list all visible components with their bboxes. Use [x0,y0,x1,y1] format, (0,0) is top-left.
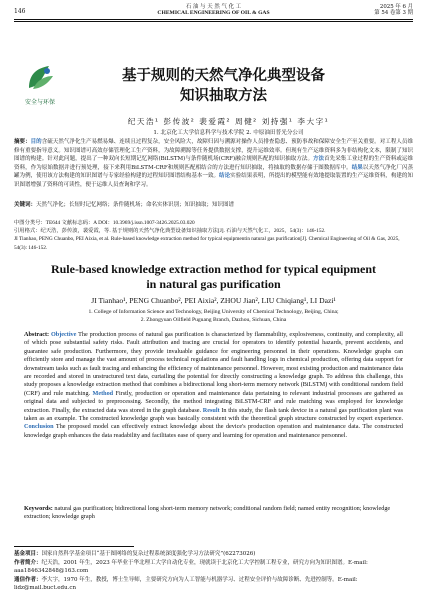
author-note [14,559,413,576]
issue-volume: 第 54 卷第 3 期 [374,10,413,16]
journal-name-cn: 石 油 与 天 然 气 化 工 [185,4,242,10]
abstract-cn [14,138,413,189]
author-text: 纪天浩，2001 年生，2023 年毕业于华北理工大学自动化专业，现就读于北京化工大学控制工程专业，研究方向为知识图谱。E-mail: aaa1846342848@163.com [14,559,368,575]
affiliation-cn: 1. 北京化工大学信息科学与技术学院 2. 中原油田普光分公司 [153,130,304,136]
corresponding-text: 李大字，1970 年生，教授，博士生导师，主要研究方向为人工智能与机器学习、过程安全评价与故障诊断、先进控制等。E-mail: lidz@mail.buct.edu.cn [14,576,358,592]
title-cn-line-2: 知识抽取方法 [180,88,267,104]
logo-caption: 安全与环保 [24,99,55,106]
header-rule-thick [14,19,413,20]
fund-text: 国家自然科学基金项目“基于图网络的复杂过程系统深度强化学习方法研究”(62273026) [41,551,256,557]
header-rule-thin [14,21,413,22]
result-text-en: In this study, the flash tank device in a natural gas purification plant was taken as an example. The constructed knowledge graph was basically consistent with the theoretical graph structure constructed by expert experience. [24,406,403,423]
objective-label-en: Objective [50,331,77,338]
objective-text-en: The production process of natural gas purification is characterized by flammability, explosiveness, continuity, and complexity, all of which pose substantial safety risks. Fault attribution and tracing are crucial for operators to identify potential hazards, prevent accidents, and guarantee safe production. Furthermore, they provide invaluable guidance for engineering personnel in their operations. Knowledge graphs can efficiently store and manage the vast amount of process technical regulations and fault handling logs in chemical production, offering data support for downstream tasks such as fault tracing and enhancing the efficiency of maintenance personnel. However, most existing production and maintenance data are recorded and stored in unstructured text data, curtailing the potential for directly constructing a knowledge graph. To address this challenge, this study proposes a knowledge extraction method that combines a bidirectional long short-term memory network (BiLSTM) with conditional random field (CRF) and rule matching. [24,331,404,397]
abstract-en [24,331,403,440]
footnote-rule [14,546,134,547]
conclusion-label-cn: 结论 [219,173,231,179]
result-label-cn: 结果 [351,164,363,171]
author-label: 作者简介： [14,559,42,566]
keywords-cn-label: 关键词： [14,202,37,208]
result-label-en: Result [202,406,220,414]
safety-environment-logo-icon [23,62,57,92]
classification-info: 中图分类号：TE644 文献标志码：A DOI：10.3969/j.issn.1007-3426.2025.03.020 [14,220,195,226]
journal-name [14,4,413,16]
issue-date: 2025 年 6 月 [379,4,413,10]
running-header [14,4,413,20]
affiliation-en-2: 2. Zhongyuan Oilfield Puguang Branch, Dazhou, Sichuan, China [140,317,287,323]
issue-info [374,4,413,16]
keywords-cn [14,201,413,210]
conclusion-label-en: Conclusion [24,423,54,431]
objective-text-cn: 含硫天然气净化生产易燃易爆、连续且过程复杂，安全风险大，故障归因与溯源对操作人员排查隐患、预防事故和保障安全生产至关重要。对工程人员维修有重要指导意义。知识图谱可高效存储管理化工生产资料，为故障溯源等任务提供数据支撑，提升运维效率。但现有生产运维资料多为非结构化文本，限制了知识图谱的构建。针对此问题，提出了一种双向长短期记忆网络(BiLSTM)与条件随机场(CRF)融合规则匹配的知识抽取方法。 [14,139,413,162]
abstract-cn-label: 摘要： [14,139,31,145]
result-text-cn: 以天然气净化厂闪蒸罐为例，使用该方法构建的知识图谱与专家经验构建的过程知识图谱结构基本一致。 [14,164,413,179]
citation-en: JI Tianhao, PENG Chuanbo, PEI Aixia, et al. Rule-based knowledge extraction method for typical equipmentin natural gas purification[J]. Chemical Engineering of Oil & Gas, 2025, 54(3): 146-152. [14,236,400,251]
keywords-cn-text: 天然气净化；长短时记忆网络；条件随机场；命名实体识别；知识抽取；知识图谱 [36,202,235,208]
objective-label-cn: 目的 [30,139,42,145]
paper-title-en [20,262,407,291]
citation-cn: 引用格式：纪天浩，彭传波，裴爱霞，等. 基于规则的天然气净化典型设备知识抽取方法[J]. 石油与天然气化工，2025，54(3)：146-152. [14,228,326,235]
title-en-line-1: Rule-based knowledge extraction method for typical equipment [50,262,377,276]
citation-block [14,219,413,252]
method-label-en: Method [92,389,114,397]
corresponding-label: 通信作者： [14,576,42,583]
authors-cn: 纪天浩¹ 彭传波² 裴爱霞² 周健² 刘持强¹ 李大字¹ [127,117,330,126]
footnotes [14,550,413,593]
keywords-en [24,505,403,522]
page-number: 146 [14,8,26,15]
affiliation-en [14,308,413,324]
title-en-line-2: in natural gas purification [146,276,281,291]
abstract-en-label: Abstract: [24,331,50,338]
conclusion-text-en: The proposed model can effectively extract knowledge about the device's production operation and maintenance data. The constructed knowledge graph enhances the data readability and facilitates ease of query and learning for operation and maintenance personnel. [24,423,403,439]
method-text-cn: 首先采集工业过程的生产资料或运维资料，作为原始数据并进行预处理，接下来利用BiLSTM-CRF和规则匹配相结合的方法进行知识抽取，将抽取的数据存储于图数据库中。 [14,156,413,171]
fund-label: 基金项目： [14,551,42,557]
method-text-en: Firstly, production or operation and maintenance data pertaining to relevant industrial processes are gathered as original data and subjected to preprocessing. Secondly, the method integrating BiLSTM-CRF and rule matching was employed for knowledge extraction. Finally, the extracted data was stored in the graph database. [24,389,403,414]
journal-name-en: CHEMICAL ENGINEERING OF OIL & GAS [157,10,270,16]
keywords-en-text: natural gas purification; bidirectional long short-term memory network; conditional random field; named entity recognition; knowledge extraction; knowledge graph [24,505,391,521]
method-label-cn: 方法 [313,156,325,162]
fund-note [14,550,413,559]
conclusion-text-cn: 实验结果表明，所提出的模型能有效地提取装置的生产运维资料，构建的知识图谱增强了资料的可读性，便于运维人员查询和学习。 [14,173,413,188]
keywords-en-label: Keywords: [24,505,53,512]
title-cn-line-1: 基于规则的天然气净化典型设备 [122,68,325,84]
affiliation-en-1: 1. College of Information Science and Technology, Beijing University of Chemical Technology, Beijing, China; [88,309,339,315]
corresponding-note [14,576,413,593]
authors-en: JI Tianhao¹, PENG Chuanbo², PEI Aixia², ZHOU Jian², LIU Chiqiang¹, LI Dazi¹ [91,296,336,305]
paper-title-cn [60,66,387,106]
section-logo [18,62,62,106]
